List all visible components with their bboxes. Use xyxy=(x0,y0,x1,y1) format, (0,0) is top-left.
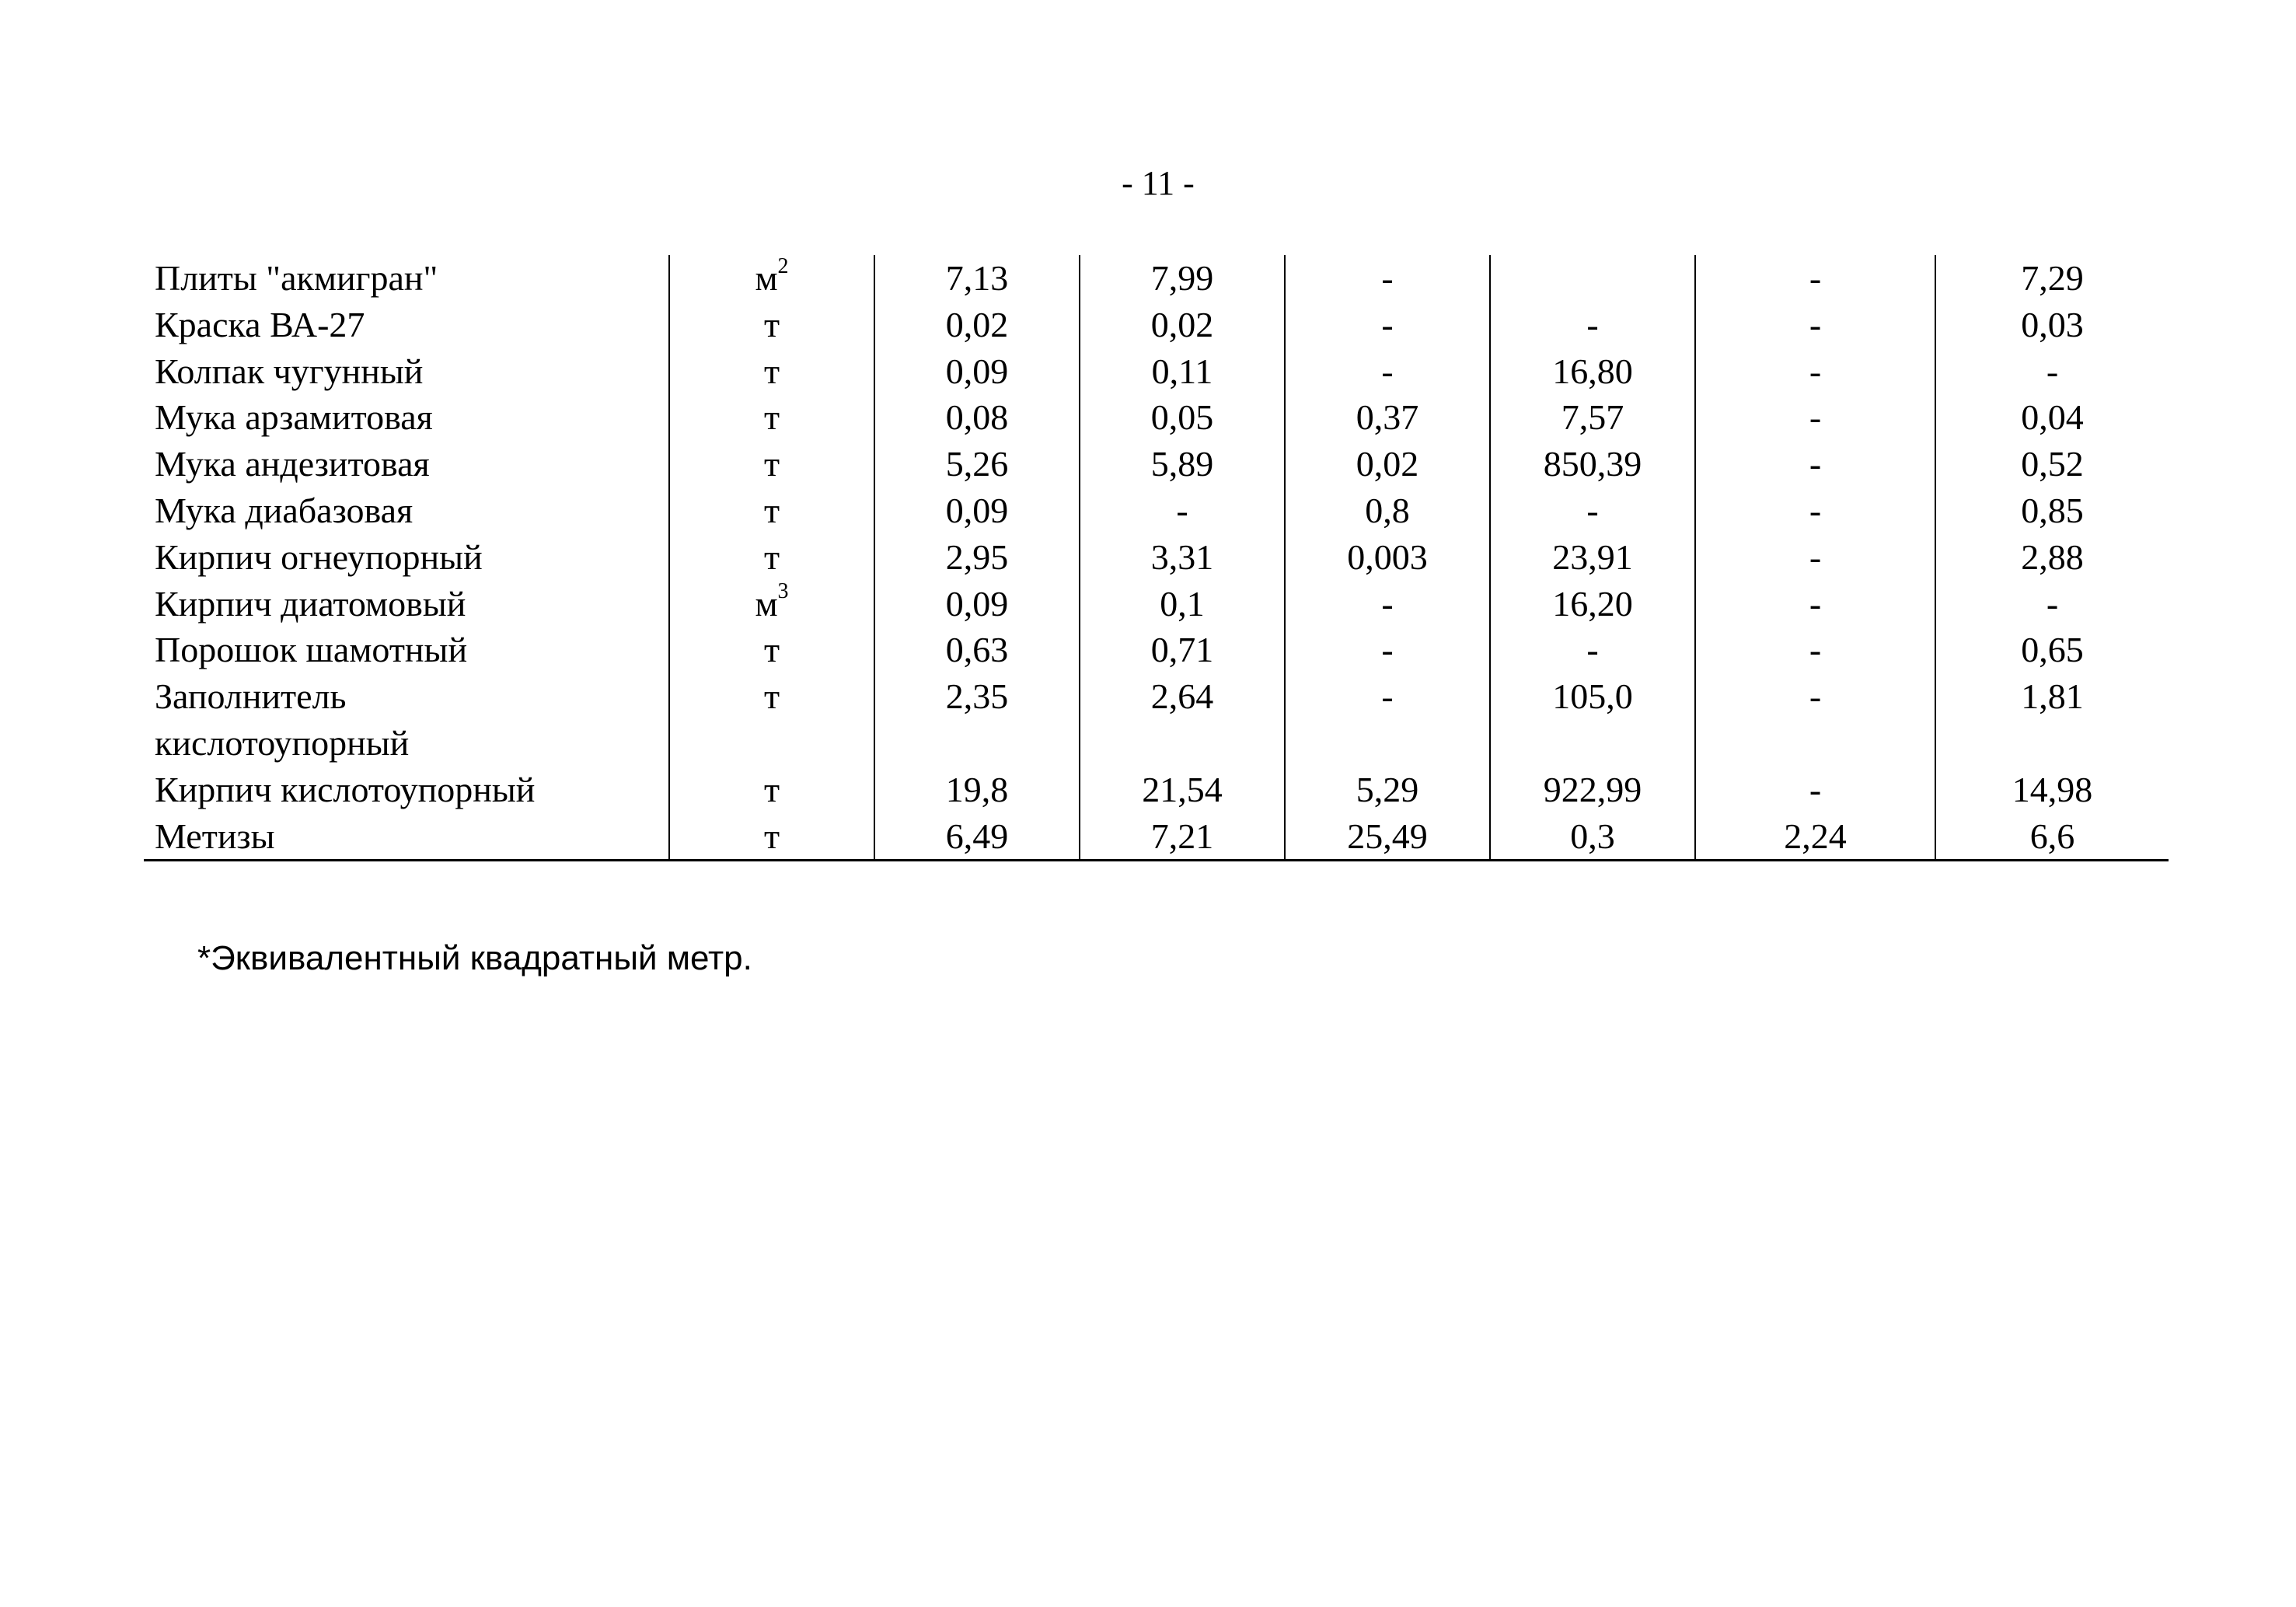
value-col-2: 0,1 xyxy=(1080,581,1285,627)
unit-base: т xyxy=(763,676,780,717)
unit-base: т xyxy=(763,490,780,530)
page-number: - 11 - xyxy=(1122,164,1195,202)
value-col-6: 6,6 xyxy=(1935,813,2169,861)
value-col-1: 0,02 xyxy=(874,302,1080,348)
value-col-1: 0,08 xyxy=(874,394,1080,441)
value-col-3: - xyxy=(1285,627,1490,673)
value-col-5: - xyxy=(1695,255,1935,302)
material-name: Кирпич диатомовый xyxy=(155,583,466,624)
unit-exponent: 3 xyxy=(777,579,789,604)
material-name: Краска ВА-27 xyxy=(155,304,365,344)
materials-table xyxy=(144,255,2169,861)
value-col-6: - xyxy=(1935,581,2169,627)
value-col-4: 922,99 xyxy=(1490,767,1695,813)
table-row xyxy=(144,302,2169,348)
material-name: Мука андезитовая xyxy=(155,444,430,484)
value-col-4: 16,20 xyxy=(1490,581,1695,627)
value-col-4: - xyxy=(1490,302,1695,348)
value-col-2: 2,64 xyxy=(1080,673,1285,720)
value-col-1: 0,09 xyxy=(874,487,1080,534)
unit-cell xyxy=(669,627,874,673)
unit-cell xyxy=(669,813,874,861)
unit-cell xyxy=(669,441,874,487)
unit-base: т xyxy=(763,304,780,344)
unit-base: т xyxy=(763,444,780,484)
value-col-5: - xyxy=(1695,441,1935,487)
value-col-1: 0,63 xyxy=(874,627,1080,673)
value-col-2: 0,05 xyxy=(1080,394,1285,441)
value-col-3: 0,8 xyxy=(1285,487,1490,534)
value-col-5: - xyxy=(1695,627,1935,673)
unit-cell xyxy=(669,394,874,441)
material-name: Мука диабазовая xyxy=(155,490,413,530)
value-col-2: 0,71 xyxy=(1080,627,1285,673)
table-row xyxy=(144,348,2169,395)
table-row xyxy=(144,673,2169,720)
value-col-5: - xyxy=(1695,348,1935,395)
value-col-4 xyxy=(1490,255,1695,302)
value-col-3 xyxy=(1285,720,1490,767)
value-col-4: - xyxy=(1490,627,1695,673)
value-col-4: 7,57 xyxy=(1490,394,1695,441)
value-col-5: - xyxy=(1695,534,1935,581)
value-col-1: 6,49 xyxy=(874,813,1080,861)
table-row xyxy=(144,581,2169,627)
value-col-5 xyxy=(1695,720,1935,767)
unit-cell xyxy=(669,534,874,581)
value-col-1: 7,13 xyxy=(874,255,1080,302)
unit-cell xyxy=(669,348,874,395)
table-row xyxy=(144,534,2169,581)
material-name: Метизы xyxy=(144,813,669,861)
unit-base: т xyxy=(763,630,780,670)
value-col-2: 3,31 xyxy=(1080,534,1285,581)
table-row xyxy=(144,394,2169,441)
value-col-6: - xyxy=(1935,348,2169,395)
value-col-3: - xyxy=(1285,348,1490,395)
footnote: *Эквивалентный квадратный метр. xyxy=(197,939,752,977)
value-col-5: - xyxy=(1695,767,1935,813)
value-col-2: 0,11 xyxy=(1080,348,1285,395)
unit-base: т xyxy=(763,769,780,809)
value-col-3: - xyxy=(1285,302,1490,348)
value-col-4: 105,0 xyxy=(1490,673,1695,720)
value-col-6: 2,88 xyxy=(1935,534,2169,581)
value-col-3: - xyxy=(1285,255,1490,302)
table-row xyxy=(144,767,2169,813)
unit-cell xyxy=(669,302,874,348)
value-col-3: 0,02 xyxy=(1285,441,1490,487)
value-col-2: - xyxy=(1080,487,1285,534)
value-col-1: 2,95 xyxy=(874,534,1080,581)
value-col-6: 0,03 xyxy=(1935,302,2169,348)
unit-cell xyxy=(669,673,874,720)
value-col-5: - xyxy=(1695,487,1935,534)
value-col-2 xyxy=(1080,720,1285,767)
value-col-2: 7,99 xyxy=(1080,255,1285,302)
value-col-5: - xyxy=(1695,394,1935,441)
value-col-6: 0,65 xyxy=(1935,627,2169,673)
value-col-4: - xyxy=(1490,487,1695,534)
value-col-1: 2,35 xyxy=(874,673,1080,720)
value-col-6: 7,29 xyxy=(1935,255,2169,302)
table-row xyxy=(144,255,2169,302)
table-row xyxy=(144,627,2169,673)
material-name: Колпак чугунный xyxy=(155,351,424,391)
value-col-6 xyxy=(1935,720,2169,767)
value-col-2: 21,54 xyxy=(1080,767,1285,813)
value-col-3: - xyxy=(1285,581,1490,627)
unit-cell xyxy=(669,255,874,302)
table-row xyxy=(144,487,2169,534)
value-col-5: - xyxy=(1695,581,1935,627)
value-col-2: 7,21 xyxy=(1080,813,1285,861)
unit-base: м xyxy=(755,258,778,298)
table-row xyxy=(144,813,2169,861)
unit-exponent: 2 xyxy=(777,253,789,278)
value-col-4: 0,3 xyxy=(1490,813,1695,861)
value-col-6: 0,52 xyxy=(1935,441,2169,487)
material-name: Порошок шамотный xyxy=(155,630,468,670)
value-col-4: 23,91 xyxy=(1490,534,1695,581)
materials-table-wrap xyxy=(144,255,2169,861)
material-name: Плиты "акмигран" xyxy=(155,258,438,298)
value-col-2: 5,89 xyxy=(1080,441,1285,487)
unit-base: т xyxy=(763,351,780,391)
value-col-1: 0,09 xyxy=(874,581,1080,627)
value-col-3: 0,003 xyxy=(1285,534,1490,581)
value-col-1: 19,8 xyxy=(874,767,1080,813)
value-col-4: 16,80 xyxy=(1490,348,1695,395)
unit-base: т xyxy=(763,816,780,856)
unit-cell xyxy=(669,487,874,534)
value-col-5: - xyxy=(1695,673,1935,720)
unit-cell xyxy=(669,581,874,627)
value-col-6: 1,81 xyxy=(1935,673,2169,720)
table-row xyxy=(144,441,2169,487)
value-col-2: 0,02 xyxy=(1080,302,1285,348)
value-col-1: 5,26 xyxy=(874,441,1080,487)
value-col-6: 14,98 xyxy=(1935,767,2169,813)
material-name: Кирпич огнеупорный xyxy=(155,536,483,577)
value-col-3: 0,37 xyxy=(1285,394,1490,441)
value-col-3: 5,29 xyxy=(1285,767,1490,813)
value-col-3: - xyxy=(1285,673,1490,720)
value-col-1 xyxy=(874,720,1080,767)
value-col-6: 0,04 xyxy=(1935,394,2169,441)
value-col-1: 0,09 xyxy=(874,348,1080,395)
unit-cell xyxy=(669,720,874,767)
value-col-3: 25,49 xyxy=(1285,813,1490,861)
value-col-4: 850,39 xyxy=(1490,441,1695,487)
unit-base: т xyxy=(763,397,780,438)
value-col-5: - xyxy=(1695,302,1935,348)
material-name: Кирпич кислотоупорный xyxy=(155,769,536,809)
unit-cell xyxy=(669,767,874,813)
material-name: Мука арзамитовая xyxy=(155,397,433,438)
value-col-5: 2,24 xyxy=(1695,813,1935,861)
value-col-4 xyxy=(1490,720,1695,767)
unit-base: т xyxy=(763,536,780,577)
material-name: кислотоупорный xyxy=(155,722,410,763)
unit-base: м xyxy=(755,583,778,624)
material-name: Заполнитель xyxy=(155,676,347,717)
table-row xyxy=(144,720,2169,767)
value-col-6: 0,85 xyxy=(1935,487,2169,534)
